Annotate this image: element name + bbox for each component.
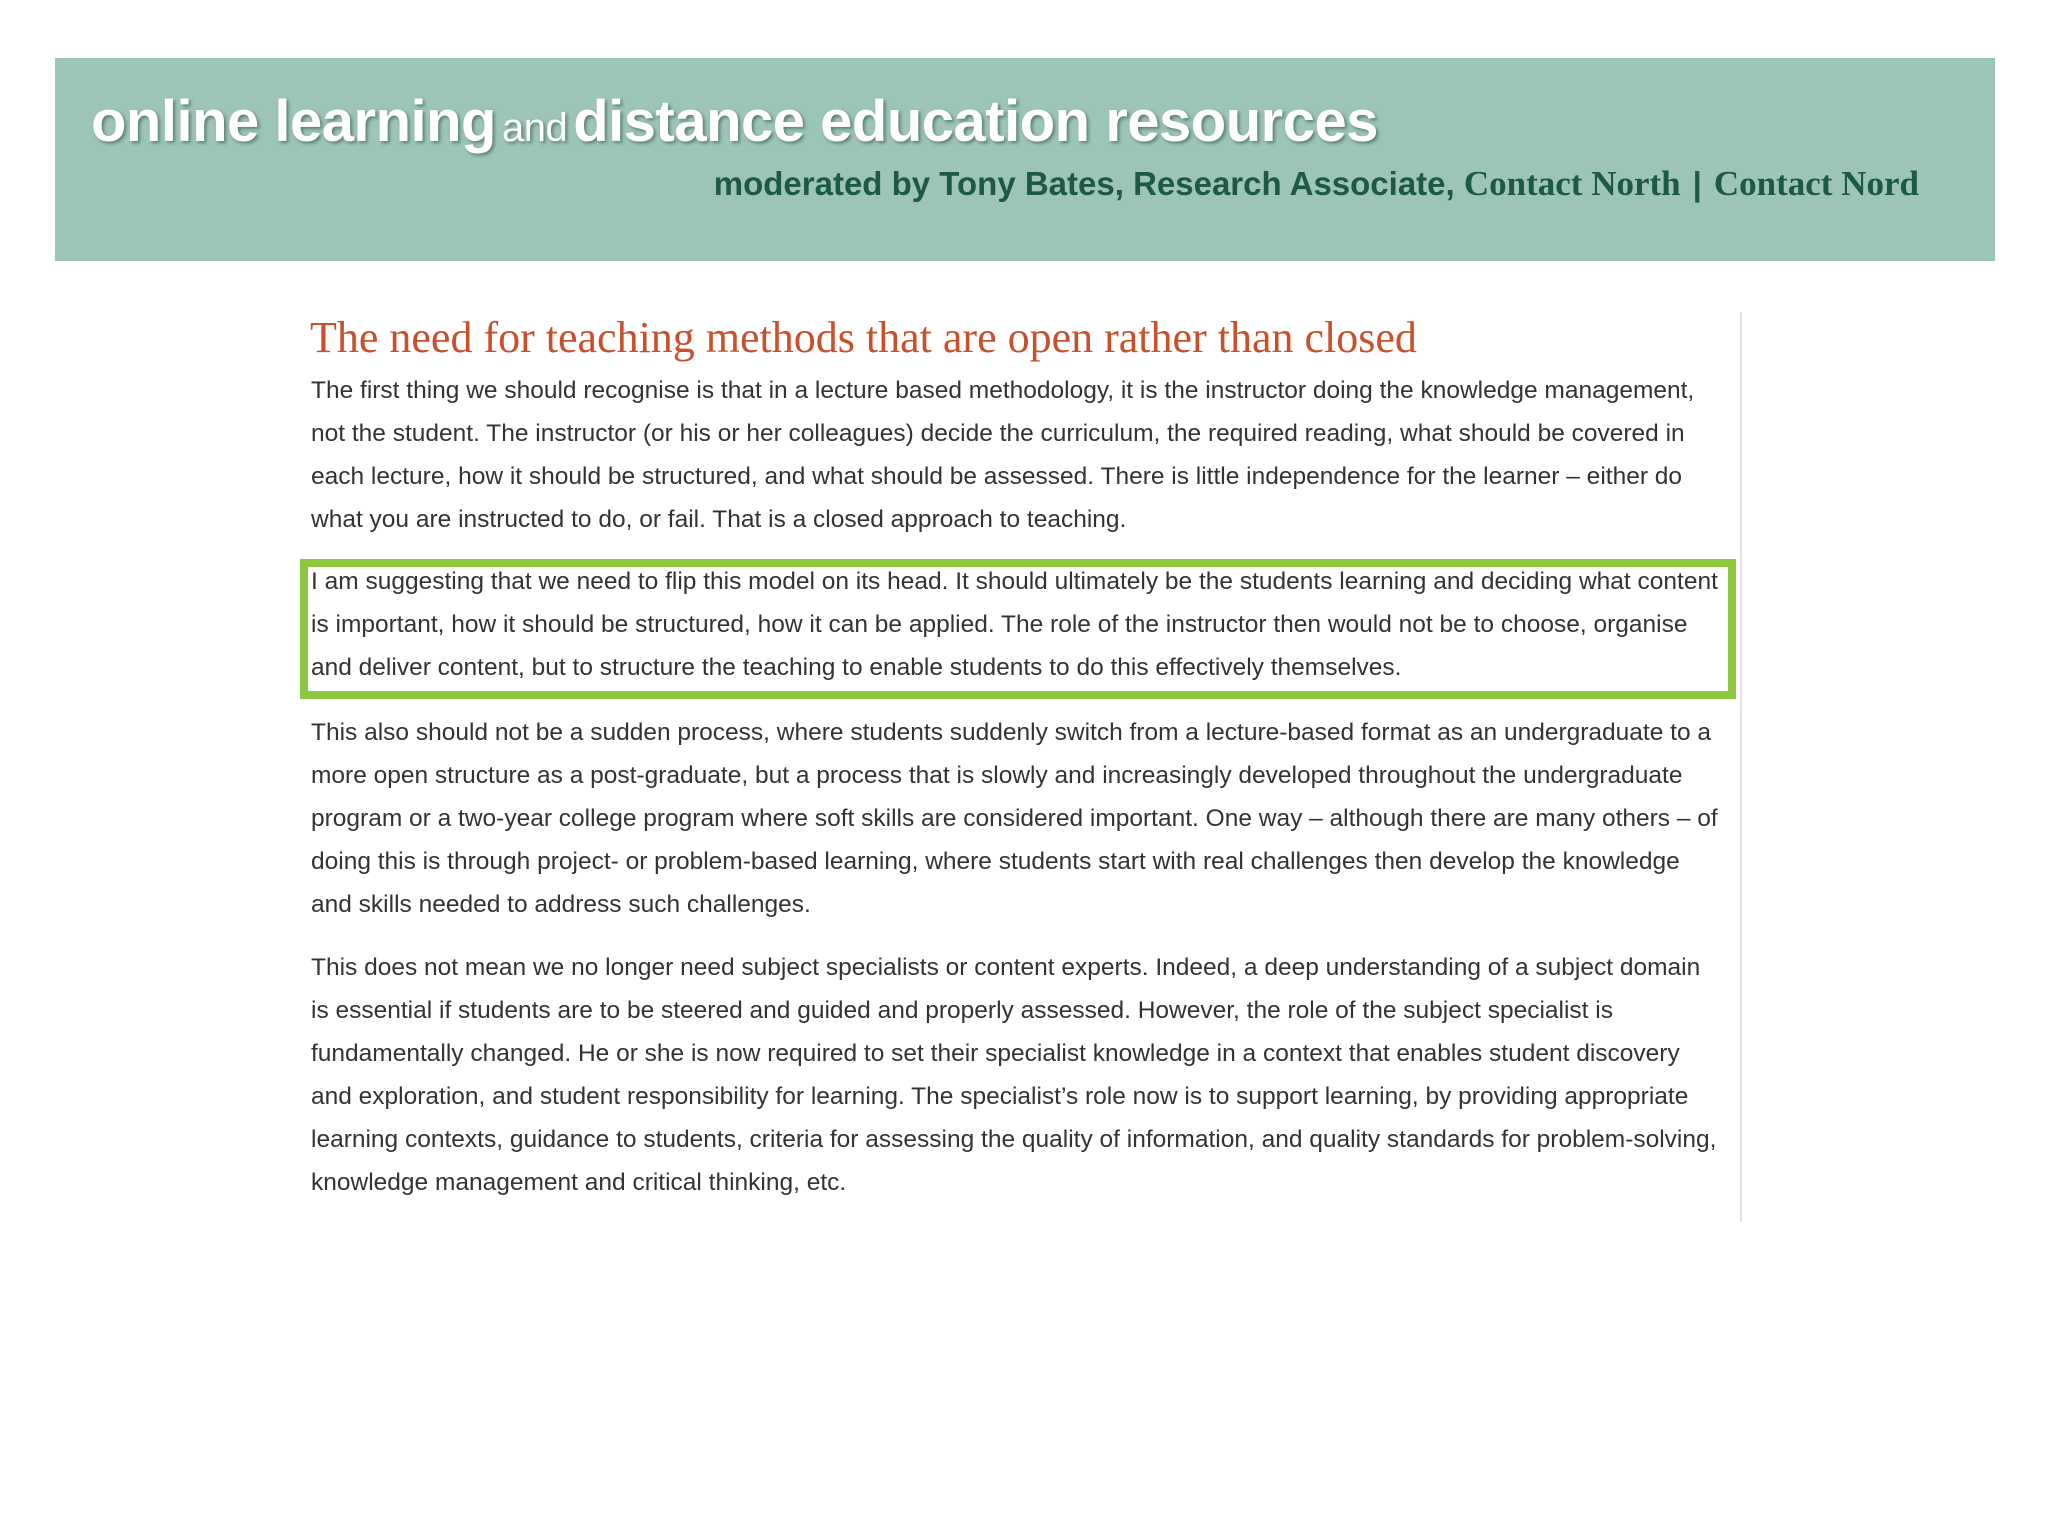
site-title-part2: distance education resources bbox=[573, 89, 1378, 154]
site-title[interactable] bbox=[91, 88, 1378, 155]
article-paragraph-highlighted: I am suggesting that we need to flip this model on its head. It should ultimately be the students learning and deciding what content is important, how it should be structured, how it can be applied. The role of the instructor then would not be to choose, organise and deliver content, but to structure the teaching to enable students to do this effectively themselves. bbox=[311, 568, 1718, 681]
contact-nord-link[interactable]: Contact Nord bbox=[1713, 164, 1919, 203]
site-title-and: and bbox=[502, 106, 568, 150]
article-title: The need for teaching methods that are open rather than closed bbox=[310, 313, 1417, 362]
site-banner bbox=[55, 58, 1995, 261]
contact-north-link[interactable]: Contact North bbox=[1463, 164, 1681, 203]
site-subtitle bbox=[714, 164, 1919, 204]
article-paragraph: The first thing we should recognise is that in a lecture based methodology, it is the instructor doing the knowledge management, not the student. The instructor (or his or her colleagues) decide the curriculum, the required reading, what should be covered in each lecture, how it should be structured, and what should be assessed. There is little independence for the learner – either do what you are instructed to do, or fail. That is a closed approach to teaching. bbox=[311, 377, 1695, 533]
moderator-text: moderated by Tony Bates, Research Associate, bbox=[713, 165, 1455, 202]
article-paragraph: This also should not be a sudden process, where students suddenly switch from a lecture-based format as an undergraduate to a more open structure as a post-graduate, but a process that is slowly and increasingly developed throughout the undergraduate program or a two-year college program where soft skills are considered important. One way – although there are many others – of doing this is through project- or problem-based learning, where students start with real challenges then develop the knowledge and skills needed to address such challenges. bbox=[311, 719, 1718, 918]
article-paragraph: This does not mean we no longer need subject specialists or content experts. Indeed, a deep understanding of a subject domain is essential if students are to be steered and guided and properly assessed. However, the role of the subject specialist is fundamentally changed. He or she is now required to set their specialist knowledge in a context that enables student discovery and exploration, and student responsibility for learning. The specialist’s role now is to support learning, by providing appropriate learning contexts, guidance to students, criteria for assessing the quality of information, and quality standards for problem-solving, knowledge management and critical thinking, etc. bbox=[311, 954, 1717, 1196]
separator: | bbox=[1692, 165, 1702, 202]
highlight-box bbox=[300, 559, 1736, 699]
site-title-part1: online learning bbox=[91, 89, 496, 154]
